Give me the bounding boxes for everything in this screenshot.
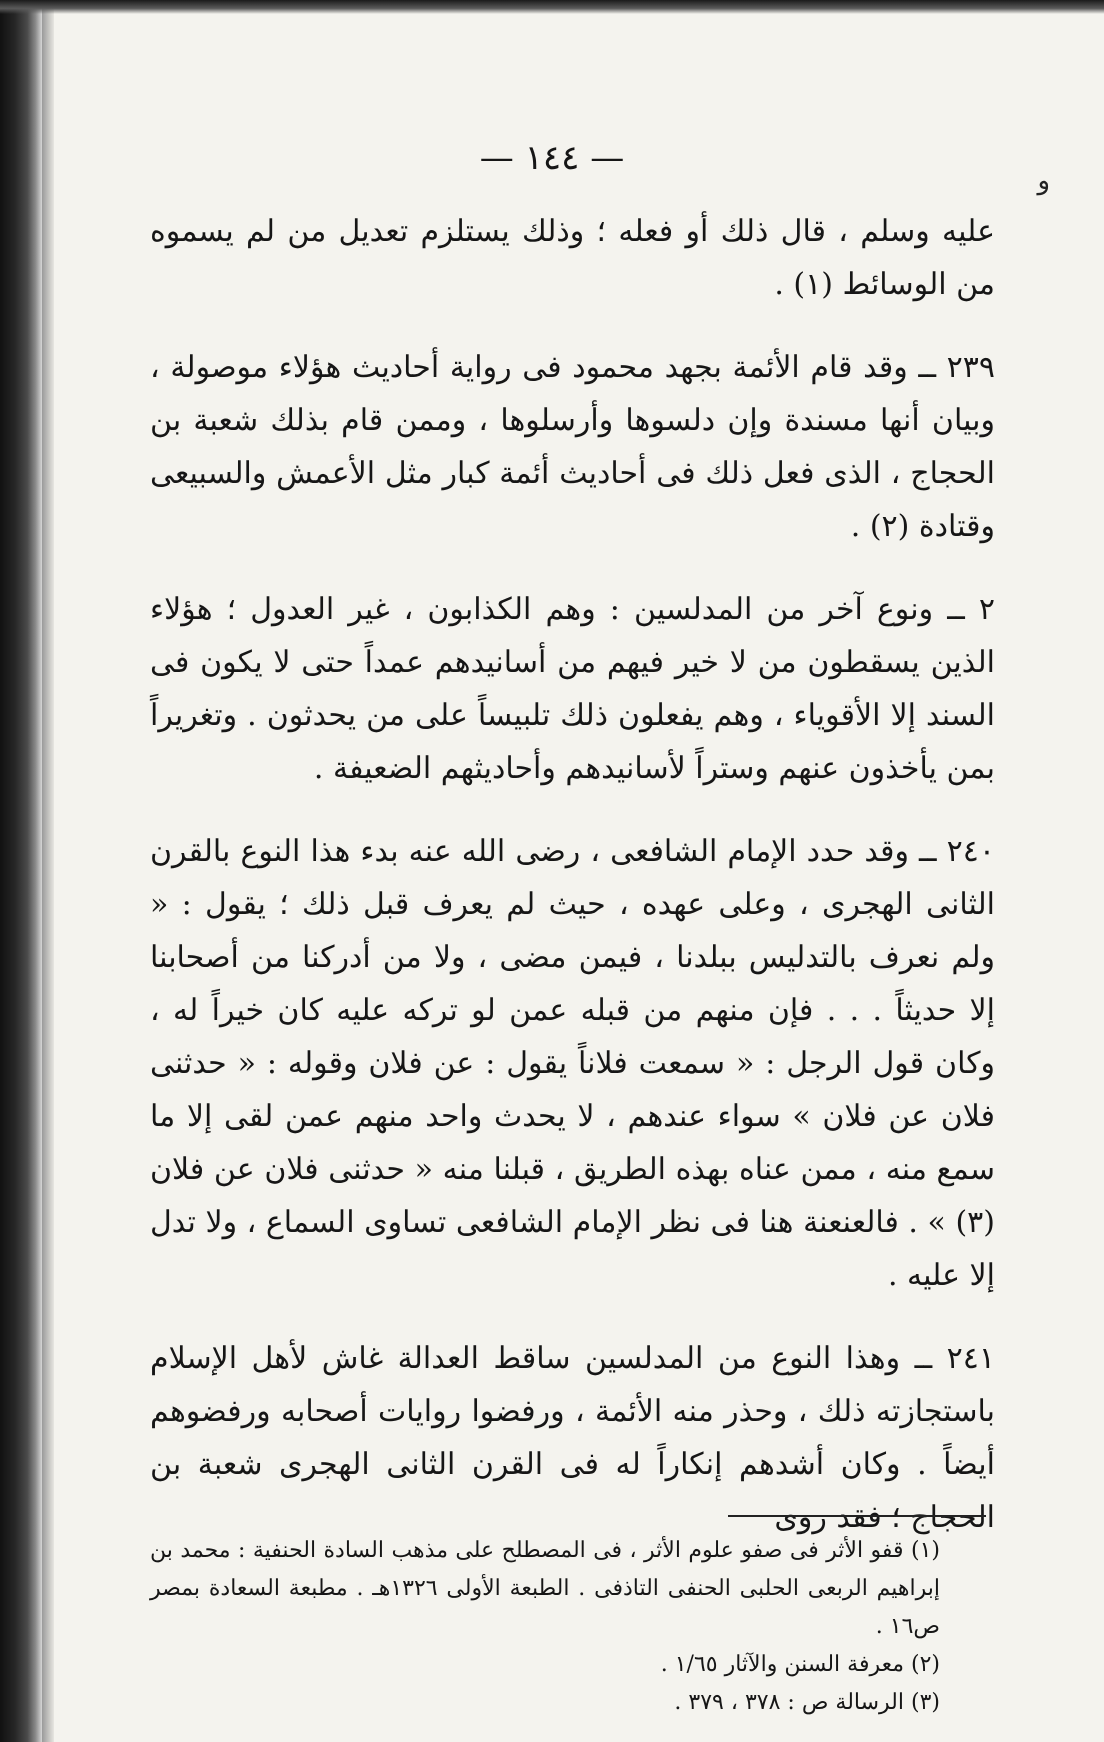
footnote-3: (٣) الرسالة ص : ٣٧٨ ، ٣٧٩ . bbox=[674, 1690, 940, 1715]
paragraph-continuation: عليه وسلم ، قال ذلك أو فعله ؛ وذلك يستلزم تعديل من لم يسموه من الوسائط (١) . bbox=[150, 214, 995, 302]
top-scan-edge bbox=[0, 0, 1104, 14]
page-number: — ١٤٤ — bbox=[479, 138, 625, 178]
footnote-2: (٢) معرفة السنن والآثار ١/٦٥ . bbox=[660, 1652, 940, 1677]
footnotes bbox=[150, 1532, 940, 1722]
book-spine-shadow bbox=[0, 0, 42, 1742]
paragraph-240: ٢٤٠ ــ وقد حدد الإمام الشافعى ، رضى الله عنه بدء هذا النوع بالقرن الثانى الهجرى ، وعلى عهده ، حيث لم يعرف قبل ذلك ؛ يقول : « ولم نعرف بالتدليس ببلدنا ، فيمن مضى ، ولا من أدركنا من أصحابنا إلا حديثاً . . . فإن منهم من قبله عمن لو تركه عليه كان خيراً له ، وكان قول الرجل : « سمعت فلاناً يقول : عن فلان وقوله : « حدثنى فلان عن فلان » سواء عندهم ، لا يحدث واحد منهم عمن لقى إلا ما سمع منه ، ممن عناه بهذه الطريق ، قبلنا منه « حدثنى فلان عن فلان (٣) » . فالعنعنة هنا فى نظر الإمام الشافعى تساوى السماع ، ولا تدل إلا عليه . bbox=[150, 834, 995, 1293]
book-spine-gradient bbox=[42, 0, 54, 1742]
paragraph-239: ٢٣٩ ــ وقد قام الأئمة بجهد محمود فى رواية أحاديث هؤلاء موصولة ، وبيان أنها مسندة وإن دلسوها وأرسلوها ، وممن قام بذلك شعبة بن الحجاج ، الذى فعل ذلك فى أحاديث أئمة كبار مثل الأعمش والسبيعى وقتادة (٢) . bbox=[150, 350, 995, 544]
paragraph-241: ٢٤١ ــ وهذا النوع من المدلسين ساقط العدالة غاش لأهل الإسلام باستجازته ذلك ، وحذر منه الأئمة ، ورفضوا روايات أصحابه ورفضوهم أيضاً . وكان أشدهم إنكاراً له فى القرن الثانى الهجرى شعبة بن الحجاج ؛ فقد روى bbox=[150, 1341, 995, 1535]
footnote-1: (١) قفو الأثر فى صفو علوم الأثر ، فى المصطلح على مذهب السادة الحنفية : محمد بن إبراهيم الربعى الحلبى الحنفى التاذفى . الطبعة الأولى ١٣٢٦هـ . مطبعة السعادة بمصر ص١٦ . bbox=[150, 1538, 940, 1639]
footnote-divider bbox=[728, 1515, 986, 1517]
paragraph-type-2: ٢ ــ ونوع آخر من المدلسين : وهم الكذابون ، غير العدول ؛ هؤلاء الذين يسقطون من لا خير فيهم من أسانيدهم عمداً حتى لا يكون فى السند إلا الأقوياء ، وهم يفعلون ذلك تلبيساً على من يحدثون . وتغريراً بمن يأخذون عنهم وستراً لأسانيدهم وأحاديثهم الضعيفة . bbox=[150, 592, 995, 786]
main-text bbox=[150, 205, 995, 1544]
edge-mark: ﻭ bbox=[1037, 166, 1050, 196]
